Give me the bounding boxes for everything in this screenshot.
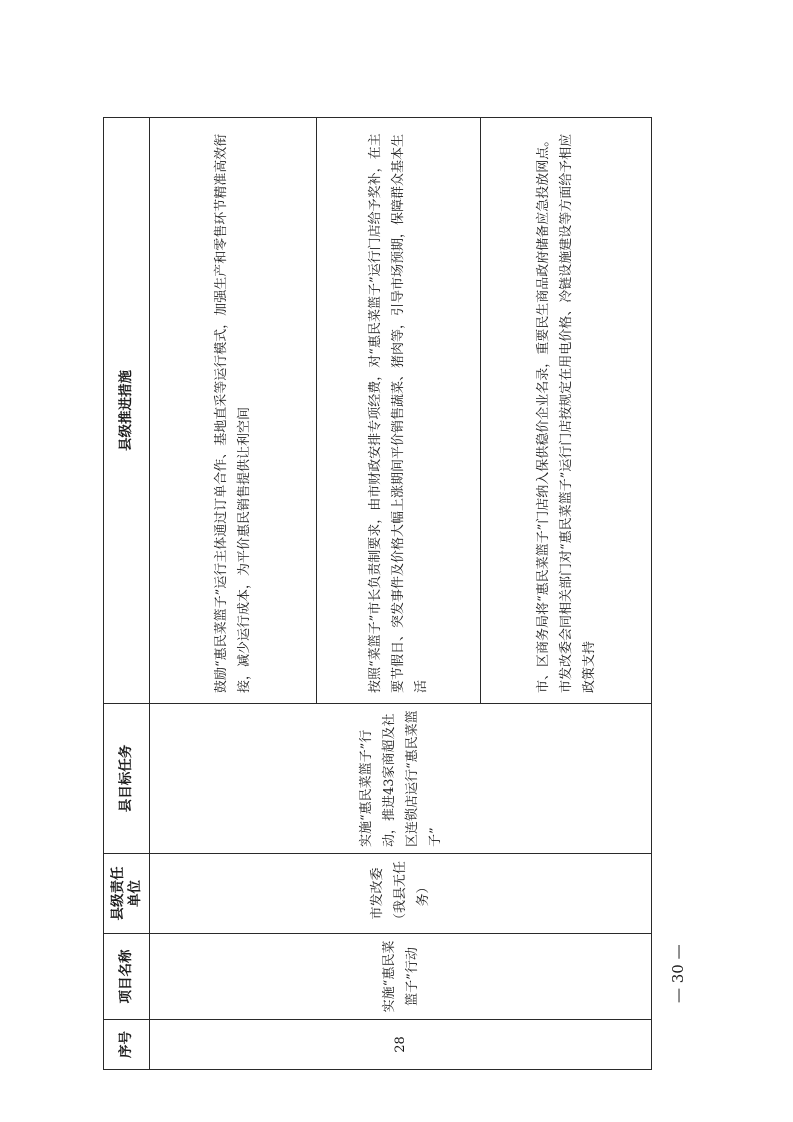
table-header-row bbox=[104, 118, 150, 1070]
row-project: 实施“惠民菜篮子”行动 bbox=[150, 934, 652, 1020]
row-task: 实施“惠民菜篮子”行动，推进43家商超及社区连锁店运行“惠民菜篮子” bbox=[150, 704, 652, 854]
measure-2: 按照“菜篮子”市长负责制要求，由市财政安排专项经费，对“惠民菜篮子”运行门店给予奖补，在主要节假日、突发事件及价格大幅上涨期间平价销售蔬菜、猪肉等，引导市场预期，保障群众基本生活 bbox=[317, 118, 481, 704]
row-unit: 市发改委（我县无任务） bbox=[150, 854, 652, 934]
header-seq: 序号 bbox=[104, 1020, 150, 1070]
header-unit: 县级责任单位 bbox=[104, 854, 150, 934]
header-measures: 县级推进措施 bbox=[104, 118, 150, 704]
measure-1: 鼓励“惠民菜篮子”运行主体通过订单合作、基地直采等运行模式，加强生产和零售环节精准高效衔接，减少运行成本，为平价惠民销售提供让利空间 bbox=[150, 118, 317, 704]
header-task: 县目标任务 bbox=[104, 704, 150, 854]
table-row bbox=[150, 118, 317, 1070]
rotated-table-wrapper bbox=[103, 118, 651, 1070]
measures-table bbox=[103, 117, 652, 1070]
row-seq: 28 bbox=[150, 1020, 652, 1070]
page-number: — 30 — bbox=[669, 944, 687, 1004]
measure-3: 市、区商务局将“惠民菜篮子”门店纳入保供稳价企业名录，重要民生商品政府储备应急投放网点。市发改委会同相关部门对“惠民菜篮子”运行门店按规定在用电价格、冷链设施建设等方面给予相应政策支持 bbox=[481, 118, 652, 704]
header-project: 项目名称 bbox=[104, 934, 150, 1020]
